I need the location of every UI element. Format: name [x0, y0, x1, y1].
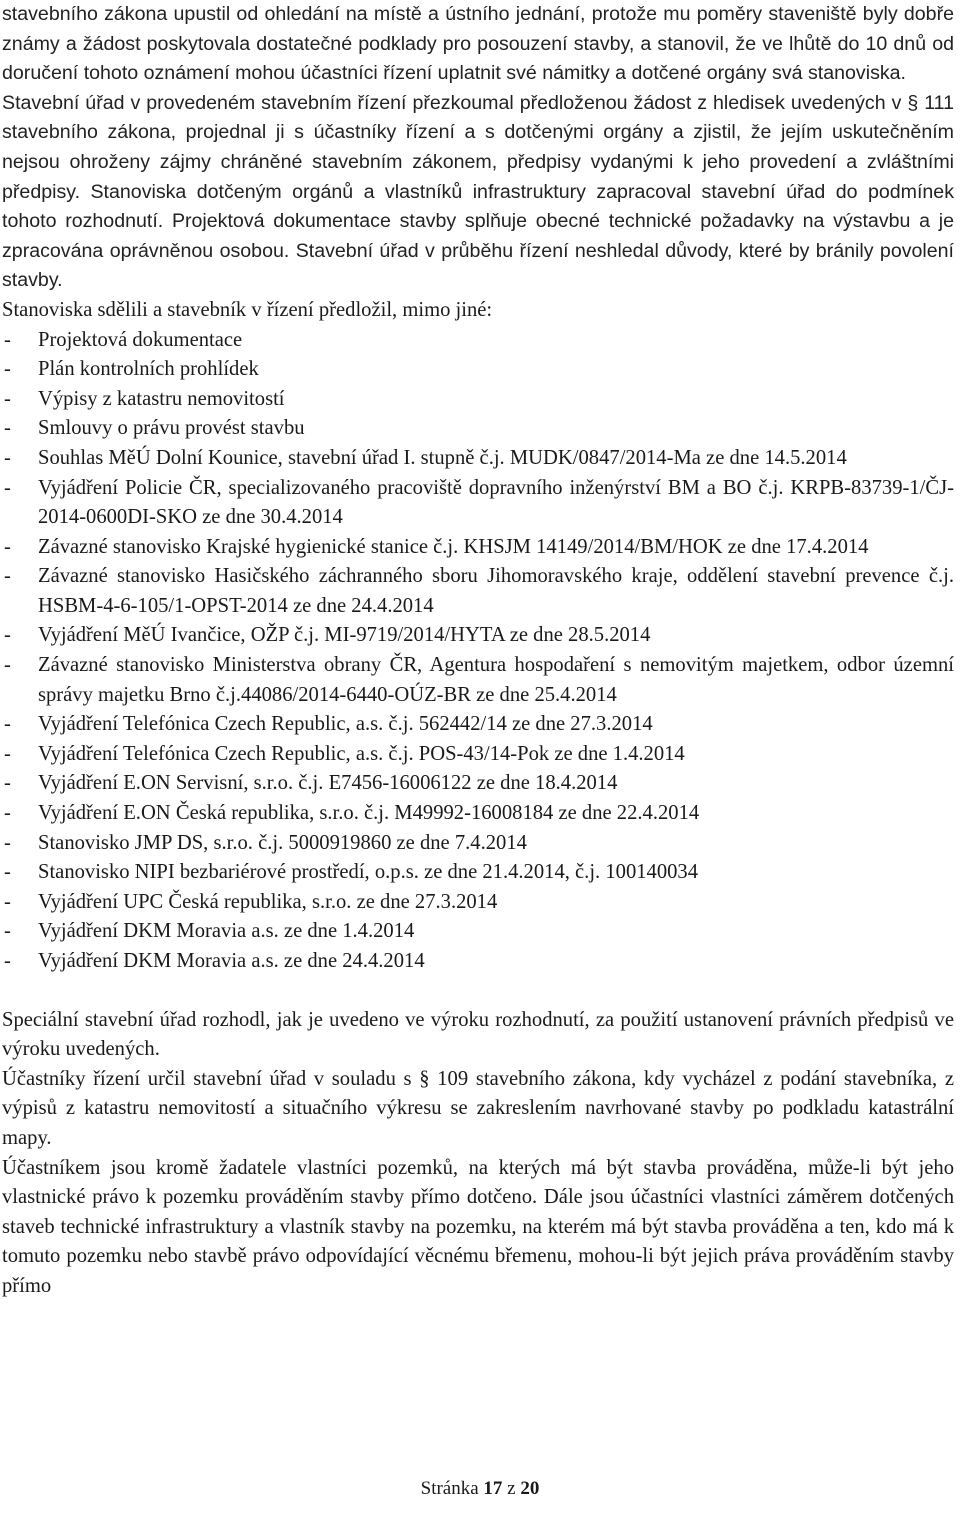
paragraph-participants-detail: Účastníkem jsou kromě žadatele vlastníci pozemků, na kterých má být stavba prováděna, může-li být jeho vlastnické právo k pozemku prováděním stavby přímo dotčeno. Dále jsou účastníci vlastníci záměrem dotčených staveb technické infrastruktury a vlastník stavby na pozemku, na kterém má být stavba prováděna a ten, kdo má k tomuto pozemku nebo stavbě právo odpovídající věcnému břemenu, mohou-li být jejich práva prováděním stavby přímo — [2, 1156, 954, 1297]
list-item: - Vyjádření Telefónica Czech Republic, a.s. č.j. POS-43/14-Pok ze dne 1.4.2014 — [2, 740, 954, 770]
list-item: - Stanovisko NIPI bezbariérové prostředí, o.p.s. ze dne 21.4.2014, č.j. 100140034 — [2, 858, 954, 888]
list-dash: - — [4, 654, 11, 677]
footer-page-total: 20 — [520, 1478, 540, 1499]
list-item: - Smlouvy o právu provést stavbu — [2, 414, 954, 444]
list-dash: - — [4, 476, 11, 499]
list-item: - Vyjádření DKM Moravia a.s. ze dne 24.4.2014 — [2, 947, 954, 977]
list-dash: - — [4, 713, 11, 736]
list-item: - Souhlas MěÚ Dolní Kounice, stavební úřad I. stupně č.j. MUDK/0847/2014-Ma ze dne 14.5.2014 — [2, 444, 954, 474]
paragraph-review: Stavební úřad v provedeném stavebním řízení přezkoumal předloženou žádost z hledisek uvedených v § 111 stavebního zákona, projednal ji s účastníky řízení a s dotčenými orgány a zjistil, že jejím uskutečněním nejsou ohroženy zájmy chráněné stavebním zákonem, předpisy vydanými k jeho provedení a zvláštními předpisy. Stanoviska dotčeným orgánů a vlastníků infrastruktury zapracoval stavební úřad do podmínek tohoto rozhodnutí. Projektová dokumentace stavby splňuje obecné technické požadavky na výstavbu a je zpracována oprávněnou osobou. Stavební úřad v průběhu řízení neshledal důvody, které by bránily povolení stavby. — [2, 91, 954, 292]
list-dash: - — [4, 535, 11, 558]
paragraph-legal-basis: Speciální stavební úřad rozhodl, jak je uvedeno ve výroku rozhodnutí, za použití ustanovení právních předpisů ve výroku uvedených. — [2, 1008, 954, 1061]
list-item: - Závazné stanovisko Hasičského záchranného sboru Jihomoravského kraje, oddělení stavební prevence č.j. HSBM-4-6-105/1-OPST-2014 ze dne 24.4.2014 — [2, 562, 954, 621]
list-item: - Vyjádření UPC Česká republika, s.r.o. ze dne 27.3.2014 — [2, 888, 954, 918]
list-dash: - — [4, 328, 11, 351]
list-item: - Závazné stanovisko Krajské hygienické stanice č.j. KHSJM 14149/2014/BM/HOK ze dne 17.4.2014 — [2, 533, 954, 563]
list-item: - Výpisy z katastru nemovitostí — [2, 385, 954, 415]
list-item: - Závazné stanovisko Ministerstva obrany ČR, Agentura hospodaření s nemovitým majetkem, odbor územní správy majetku Brno č.j.44086/2014-6440-OÚZ-BR ze dne 25.4.2014 — [2, 651, 954, 710]
list-dash: - — [4, 565, 11, 588]
list-dash: - — [4, 861, 11, 884]
submitted-documents-list — [0, 326, 960, 977]
list-dash: - — [4, 831, 11, 854]
page-footer — [0, 1478, 960, 1500]
list-item: - Vyjádření Telefónica Czech Republic, a.s. č.j. 562442/14 ze dne 27.3.2014 — [2, 710, 954, 740]
list-dash: - — [4, 358, 11, 381]
list-item: - Projektová dokumentace — [2, 326, 954, 356]
footer-prefix: Stránka — [420, 1478, 479, 1499]
footer-page-number: 17 — [483, 1478, 503, 1499]
list-dash: - — [4, 950, 11, 972]
list-item: - Vyjádření E.ON Česká republika, s.r.o. č.j. M49992-16008184 ze dne 22.4.2014 — [2, 799, 954, 829]
list-dash: - — [4, 772, 11, 795]
list-dash: - — [4, 742, 11, 765]
paragraph-list-intro: Stanoviska sdělili a stavebník v řízení předložil, mimo jiné: — [2, 298, 493, 321]
list-dash: - — [4, 417, 11, 440]
list-dash: - — [4, 890, 11, 913]
list-item: - Vyjádření MěÚ Ivančice, OŽP č.j. MI-9719/2014/HYTA ze dne 28.5.2014 — [2, 621, 954, 651]
paragraph-continuation: stavebního zákona upustil od ohledání na místě a ústního jednání, protože mu poměry staveniště byly dobře známy a žádost poskytovala dostatečné podklady pro posouzení stavby, a stanovil, že ve lhůtě do 10 dnů od doručení tohoto oznámení mohou účastníci řízení uplatnit své námitky a dotčené orgány svá stanoviska. — [2, 3, 954, 85]
footer-separator: z — [507, 1478, 516, 1499]
spacer — [0, 977, 960, 1006]
list-item: - Stanovisko JMP DS, s.r.o. č.j. 5000919860 ze dne 7.4.2014 — [2, 829, 954, 859]
list-dash: - — [4, 920, 11, 943]
paragraph-participants: Účastníky řízení určil stavební úřad v souladu s § 109 stavebního zákona, kdy vycházel z podání stavebníka, z výpisů z katastru nemovitostí a situačního výkresu se zakreslením navrhované stavby po podkladu katastrální mapy. — [2, 1067, 954, 1149]
list-item: - Plán kontrolních prohlídek — [2, 355, 954, 385]
list-dash: - — [4, 624, 11, 647]
list-dash: - — [4, 802, 11, 825]
list-dash: - — [4, 446, 11, 469]
list-item: - Vyjádření DKM Moravia a.s. ze dne 1.4.2014 — [2, 917, 954, 947]
list-dash: - — [4, 387, 11, 410]
list-item: - Vyjádření E.ON Servisní, s.r.o. č.j. E7456-16006122 ze dne 18.4.2014 — [2, 769, 954, 799]
list-item: - Vyjádření Policie ČR, specializovaného pracoviště dopravního inženýrství BM a BO č.j. KRPB-83739-1/ČJ-2014-0600DI-SKO ze dne 30.4.2014 — [2, 474, 954, 533]
